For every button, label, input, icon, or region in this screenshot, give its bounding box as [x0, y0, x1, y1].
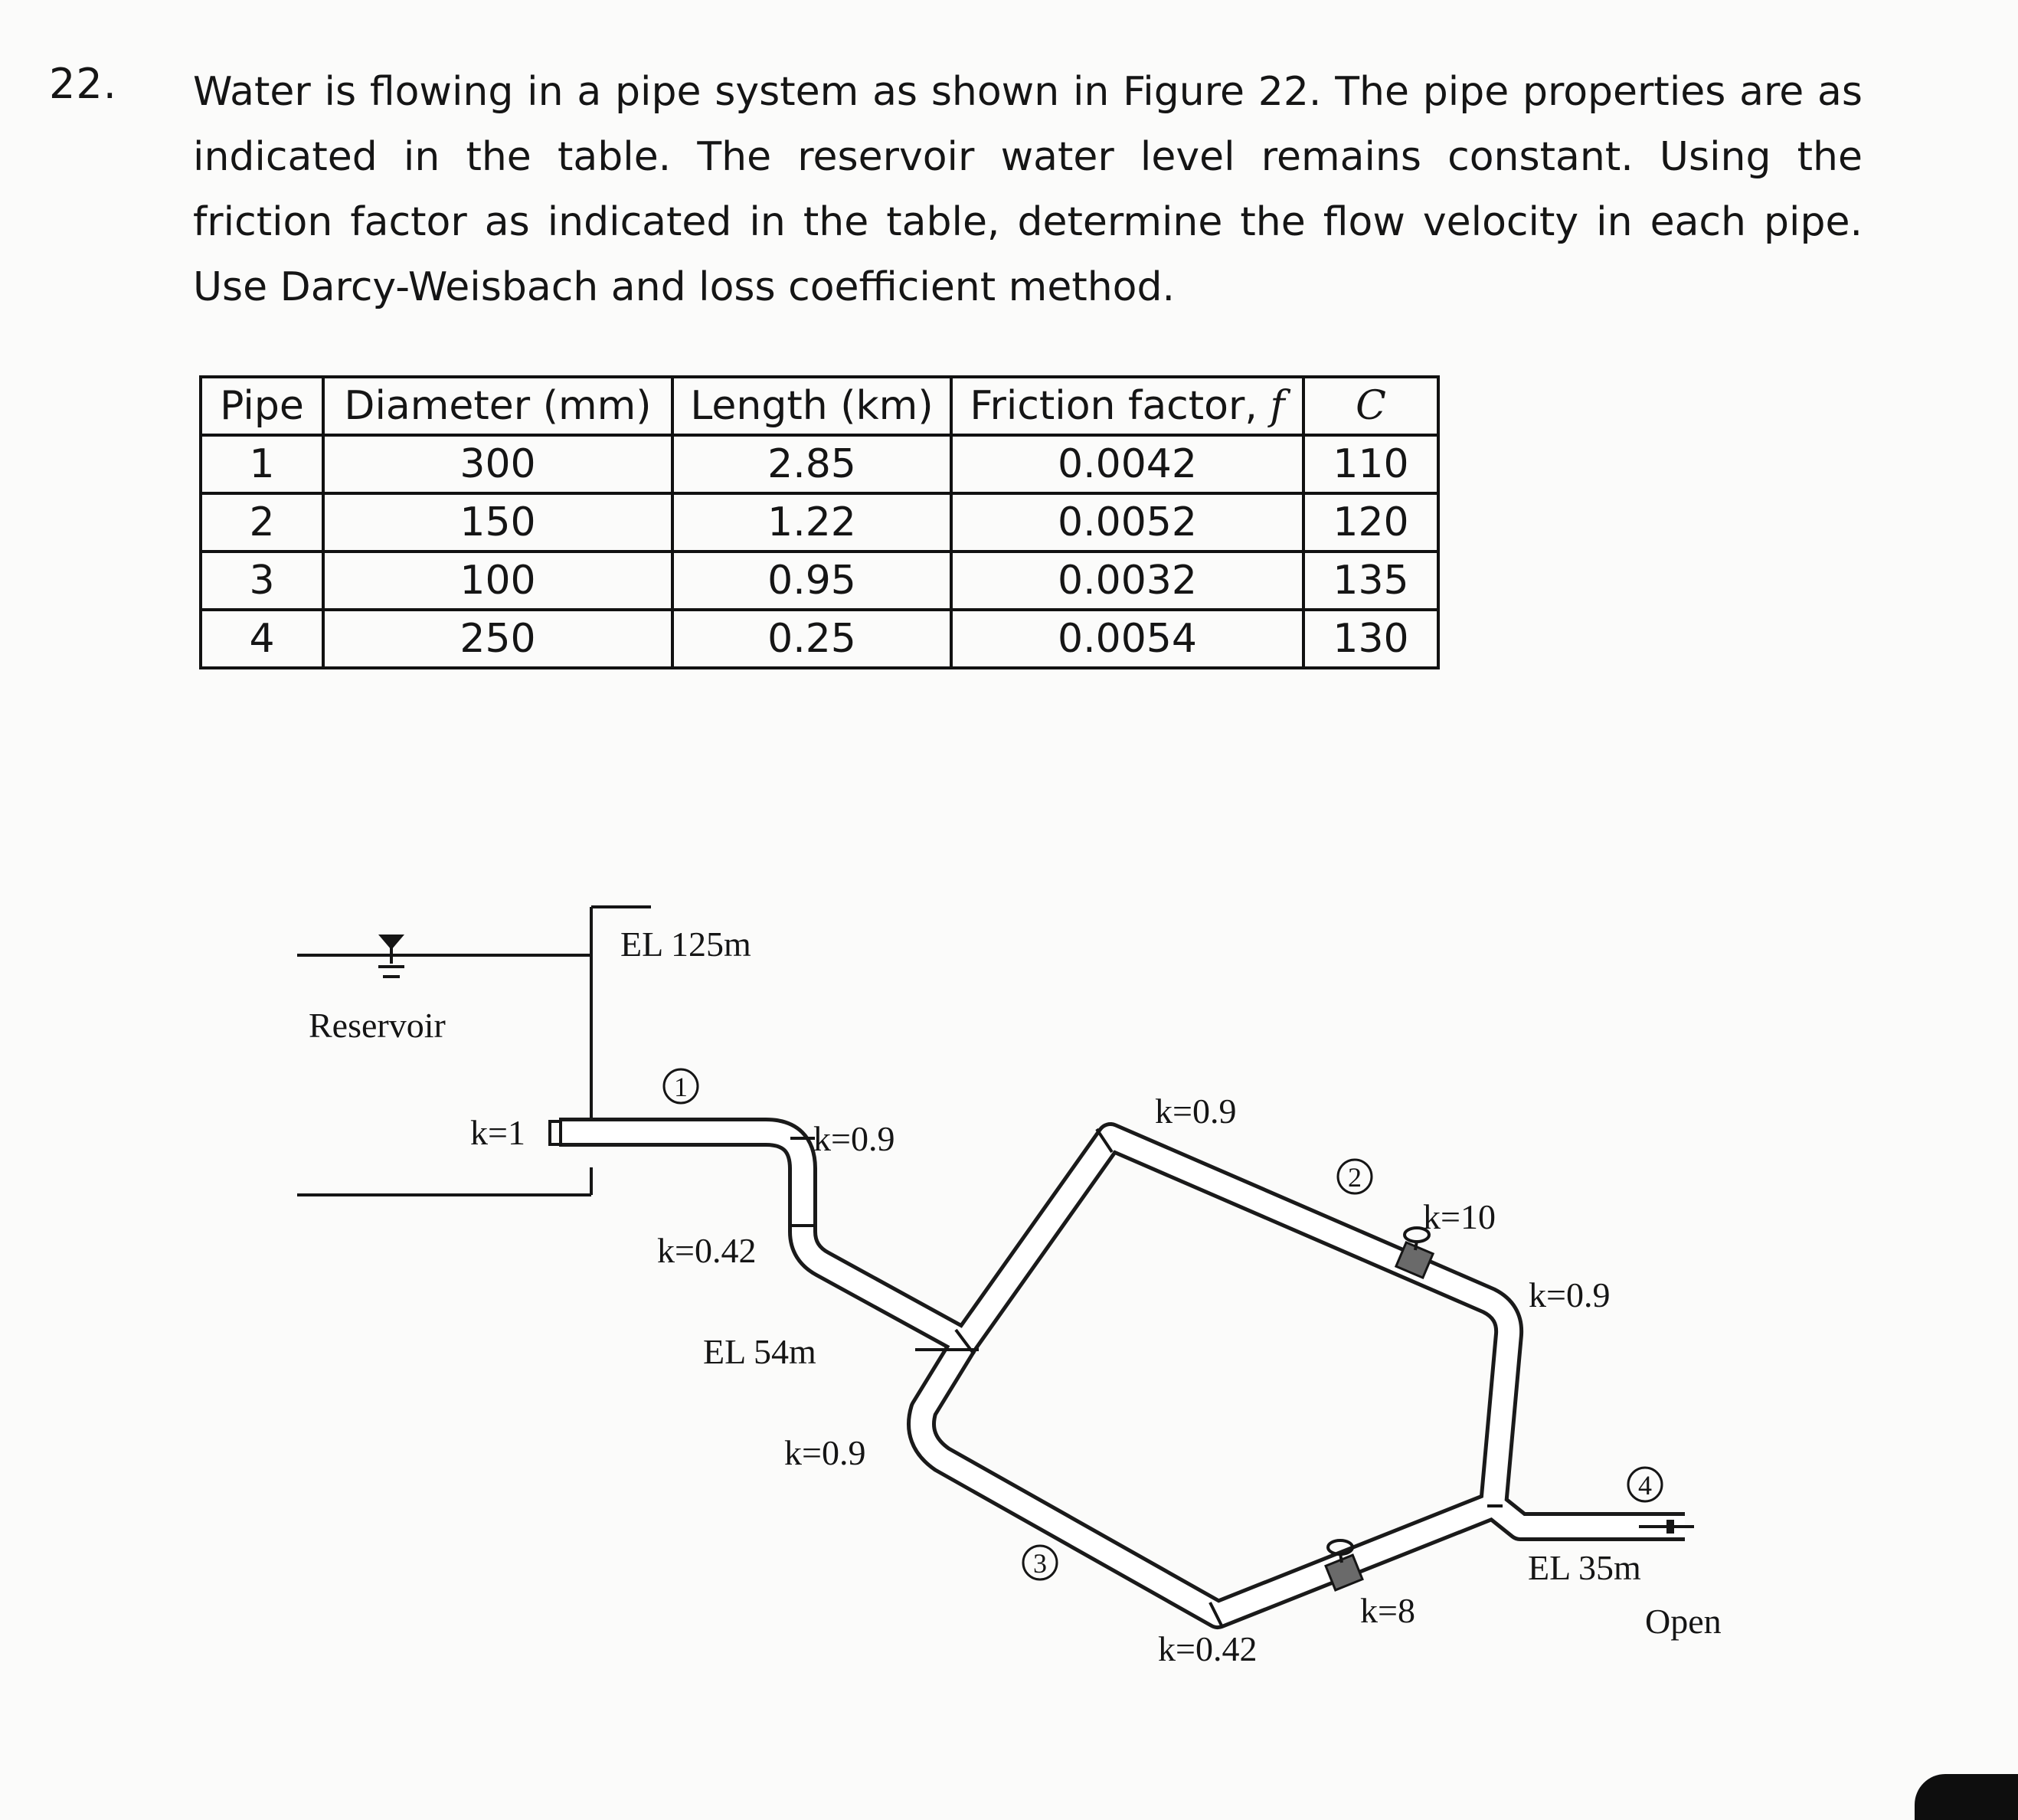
pipe-number-4: 4: [1638, 1470, 1652, 1501]
cell-friction: 0.0054: [951, 610, 1303, 668]
pipe-3-bore: [921, 1342, 1493, 1615]
table-row: [201, 610, 1438, 668]
header-friction-factor: [951, 377, 1303, 435]
reservoir-label: Reservoir: [309, 1006, 446, 1045]
cell-diameter: 300: [323, 435, 672, 493]
header-friction-symbol: f: [1270, 383, 1285, 429]
cell-c: 120: [1303, 493, 1438, 552]
cell-length: 0.95: [672, 552, 951, 610]
reservoir-elevation-label: EL 125m: [620, 925, 751, 964]
pipe-3: [921, 1342, 1493, 1615]
cell-diameter: 250: [323, 610, 672, 668]
cell-pipe: 3: [201, 552, 323, 610]
header-friction-label: Friction factor,: [970, 383, 1271, 429]
table-row: [201, 552, 1438, 610]
cell-friction: 0.0052: [951, 493, 1303, 552]
cell-diameter: 150: [323, 493, 672, 552]
cell-length: 0.25: [672, 610, 951, 668]
header-c-symbol: C: [1356, 383, 1386, 429]
header-c: [1303, 377, 1438, 435]
k-right-bend-label: k=0.9: [1529, 1275, 1611, 1314]
question-number: 22.: [49, 60, 117, 108]
table-header-row: [201, 377, 1438, 435]
scan-edge-shadow: [1915, 1774, 2018, 1820]
cell-c: 130: [1303, 610, 1438, 668]
table-row: [201, 435, 1438, 493]
cell-diameter: 100: [323, 552, 672, 610]
cell-pipe: 4: [201, 610, 323, 668]
k-valve-3-label: k=8: [1360, 1591, 1415, 1630]
pipe-number-3: 3: [1033, 1548, 1047, 1579]
valve-stem: [1340, 1553, 1342, 1563]
pipe-system-figure: [0, 843, 2018, 1792]
header-diameter: Diameter (mm): [323, 377, 672, 435]
valve-stem: [1415, 1241, 1417, 1250]
cell-friction: 0.0032: [951, 552, 1303, 610]
k-left-bend-label: k=0.9: [784, 1433, 866, 1472]
cell-c: 135: [1303, 552, 1438, 610]
entrance-fitting: [550, 1121, 561, 1144]
pipe-number-1: 1: [674, 1072, 688, 1102]
pipe-properties-table: [199, 375, 1440, 669]
k-bend-1-lower-label: k=0.42: [657, 1231, 757, 1270]
cell-pipe: 1: [201, 435, 323, 493]
k-bend-1-label: k=0.9: [813, 1119, 895, 1158]
cell-length: 2.85: [672, 435, 951, 493]
cell-pipe: 2: [201, 493, 323, 552]
k-valve-2-label: k=10: [1423, 1197, 1496, 1236]
outlet-open-end: [1666, 1520, 1674, 1534]
k-entrance-label: k=1: [470, 1113, 525, 1152]
header-pipe: Pipe: [201, 377, 323, 435]
pipe-1-bore: [559, 1132, 965, 1342]
cell-friction: 0.0042: [951, 435, 1303, 493]
question-text: Water is flowing in a pipe system as shown in Figure 22. The pipe properties are as indicated in the table. The reservoir water level remains constant. Using the friction factor as indicated in the table, determine the flow velocity in each pipe. Use Darcy-Weisbach and loss coefficient method.: [193, 69, 1863, 310]
header-length: Length (km): [672, 377, 951, 435]
k-bottom-bend-label: k=0.42: [1158, 1629, 1258, 1668]
cell-length: 1.22: [672, 493, 951, 552]
k-top-bend-label: k=0.9: [1155, 1092, 1237, 1131]
outlet-open-label: Open: [1645, 1602, 1722, 1641]
cell-c: 110: [1303, 435, 1438, 493]
outlet-elevation-label: EL 35m: [1528, 1548, 1641, 1587]
pipe-number-2: 2: [1348, 1162, 1362, 1193]
pipe-network: [550, 1121, 1694, 1627]
table-row: [201, 493, 1438, 552]
junction-elevation-label: EL 54m: [703, 1332, 816, 1371]
pipe-4-bore: [1493, 1505, 1685, 1527]
pipe-2-bore: [965, 1137, 1509, 1505]
